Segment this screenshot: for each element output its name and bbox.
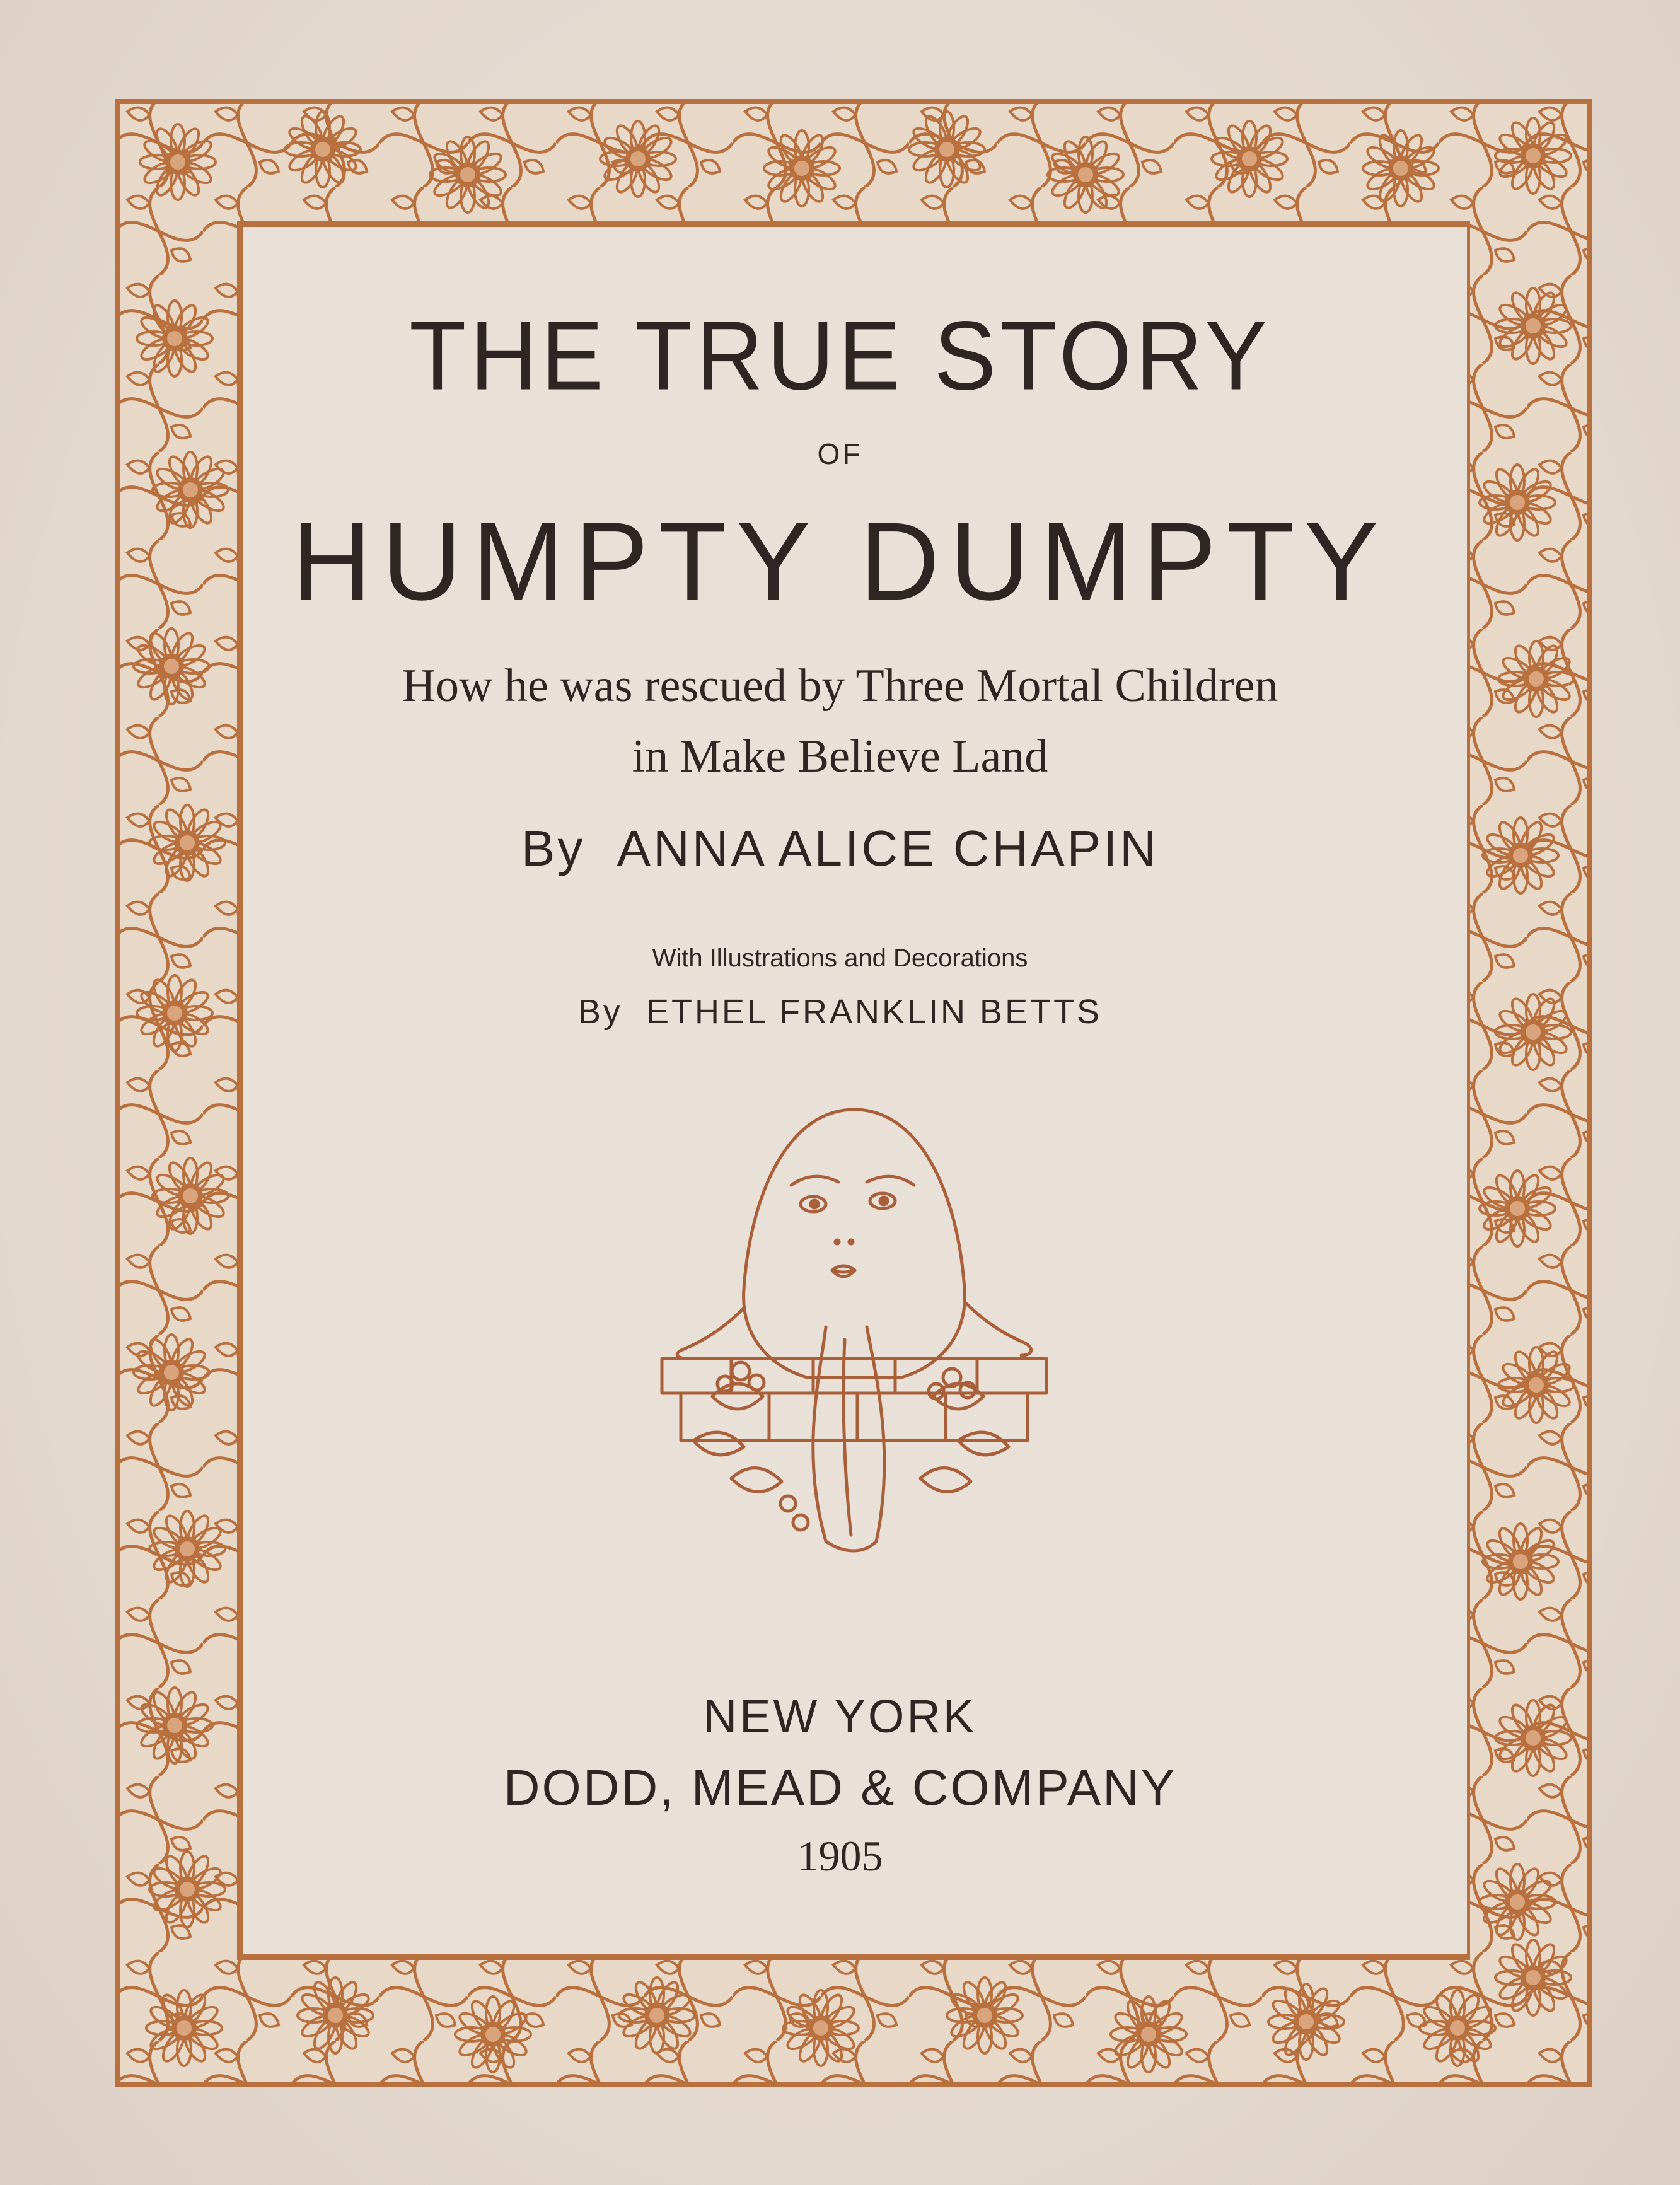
title-line-1: THE TRUE STORY [409,301,1271,411]
subtitle-line-1: How he was rescued by Three Mortal Children [402,660,1278,712]
author-credit [0,820,1680,878]
publisher-name: DODD, MEAD & COMPANY [503,1759,1177,1816]
title-main: HUMPTY DUMPTY [291,500,1389,623]
title-of: OF [817,438,863,470]
subtitle-line-2: in Make Believe Land [632,731,1048,782]
illustrations-note: With Illustrations and Decorations [652,944,1028,972]
illustrator-by: By [577,993,623,1031]
author-name: ANNA ALICE CHAPIN [617,820,1159,876]
illustrator-name: ETHEL FRANKLIN BETTS [646,993,1103,1031]
publisher-city: NEW YORK [703,1690,977,1742]
author-by: By [521,820,586,876]
publication-year: 1905 [797,1832,883,1880]
subtitle [0,651,1680,792]
humpty-dumpty-illustration [656,1100,1053,1567]
illustrator-credit [0,992,1680,1031]
